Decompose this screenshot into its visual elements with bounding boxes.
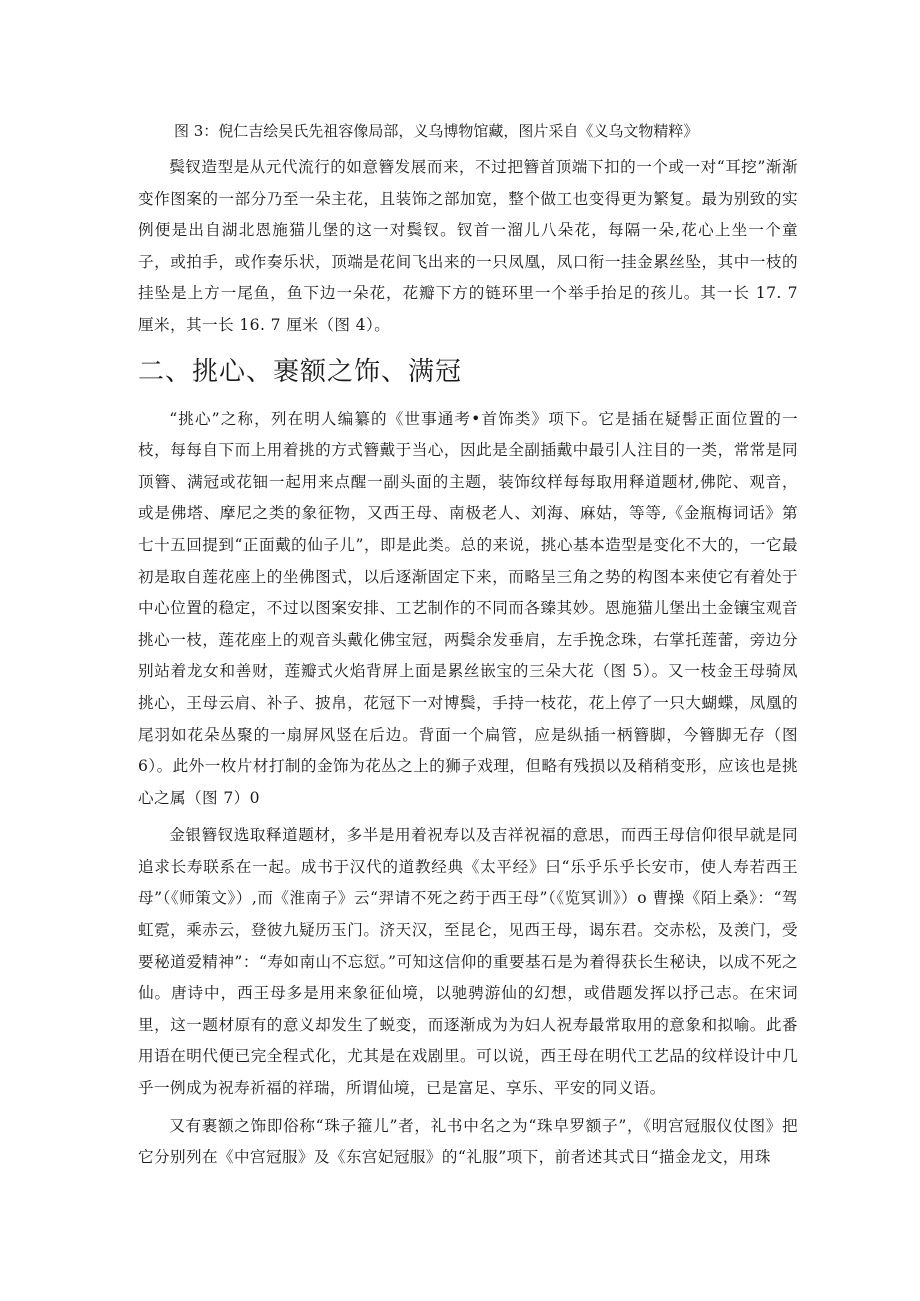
paragraph-guoe: 又有裹额之饰即俗称“珠子箍儿”者，礼书中名之为“珠皁罗额子”，《明宫冠服仪仗图》把它分别列在《中宫冠服》及《东宫妃冠服》的“礼服”项下，前者述其式日“描金龙文，用珠 [138,1116,798,1167]
figure-caption: 图 3：倪仁吉绘吴氏先祖容像局部，义乌博物馆藏，图片采自《义乌文物精粹》 [174,122,699,140]
section-heading: 二、挑心、裹额之饰、满冠 [138,356,463,387]
paragraph-xiwangmu: 金银簪钗选取释道题材，多半是用着祝寿以及吉祥祝福的意思，而西王母信仰很早就是同追求长寿联系在一起。成书于汉代的道教经典《太平经》曰“乐乎乐乎长安市，使人寿若西王母”（《师策文》）,而《淮南子》云“羿请不死之药于西王母”（《览冥训》）o 曹操《陌上桑》：“驾虹霓，乘赤云，登彼九疑历玉门。济天汉，至昆仑，见西王母，谒东君。交赤松，及羡门，受要秘道爱精神”：“寿如南山不忘愆。”可知这信仰的重要基石是为着得获长生秘诀，以成不死之仙。唐诗中，西王母多是用来象征仙境，以驰骋游仙的幻想，或借题发挥以抒己志。在宋词里，这一题材原有的意义却发生了蜕变，而逐渐成为为妇人祝寿最常取用的意象和拟喻。此番用语在明代便已完全程式化，尤其是在戏剧里。可以说，西王母在明代工艺品的纹样设计中几乎一例成为祝寿祈福的祥瑞，所谓仙境，已是富足、享乐、平安的同义语。 [138,826,798,1098]
paragraph-tiaoxin: “挑心”之称，列在明人编纂的《世事通考•首饰类》项下。它是插在疑髻正面位置的一枝，每每自下而上用着挑的方式簪戴于当心，因此是全副插戴中最引人注目的一类，常常是同顶簪、满冠或花钿一起用来点醒一副头面的主题，装饰纹样每每取用释道题材,佛陀、观音，或是佛塔、摩尼之类的象征物，又西王母、南极老人、刘海、麻姑，等等,《金瓶梅词话》第七十五回提到“正面戴的仙子儿”，即是此类。总的来说，挑心基本造型是变化不大的，一它最初是取自莲花座上的坐佛图式，以后逐渐固定下来，而略呈三角之势的构图本来使它有着处于中心位置的稳定，不过以图案安排、工艺制作的不同而各臻其妙。恩施猫儿堡出土金镶宝观音挑心一枝，莲花座上的观音头戴化佛宝冠，两鬓余发垂肩，左手挽念珠，右掌托莲蕾，旁边分别站着龙女和善财，莲瓣式火焰背屏上面是累丝嵌宝的三朵大花（图 5）。又一枝金王母骑凤挑心，王母云肩、补子、披帛，花冠下一对博鬓，手持一枝花，花上停了一只大蝴蝶，凤凰的尾羽如花朵丛聚的一扇屏风竖在后边。背面一个扁管，应是纵插一柄簪脚，今簪脚无存（图 6）。此外一枚片材打制的金饰为花丛之上的狮子戏理，但略有残损以及稍稍变形，应该也是挑心之属（图 7）0 [138,409,798,807]
paragraph-hairpin-description: 鬓钗造型是从元代流行的如意簪发展而来，不过把簪首顶端下扣的一个或一对“耳挖”渐渐变作图案的一部分乃至一朵主花，且装饰之部加宽，整个做工也变得更为繁复。最为别致的实例便是出自湖北恩施猫儿堡的这一对鬓钗。钗首一溜儿八朵花，每隔一朵,花心上坐一个童子，或拍手，或作奏乐状，顶端是花间飞出来的一只凤凰，凤口衔一挂金累丝坠，其中一枝的挂坠是上方一尾鱼，鱼下边一朵花，花瓣下方的链环里一个举手抬足的孩儿。其一长 17. 7 厘米，其一长 16. 7 厘米（图 4）。 [138,158,798,334]
document-page [138,118,798,1174]
